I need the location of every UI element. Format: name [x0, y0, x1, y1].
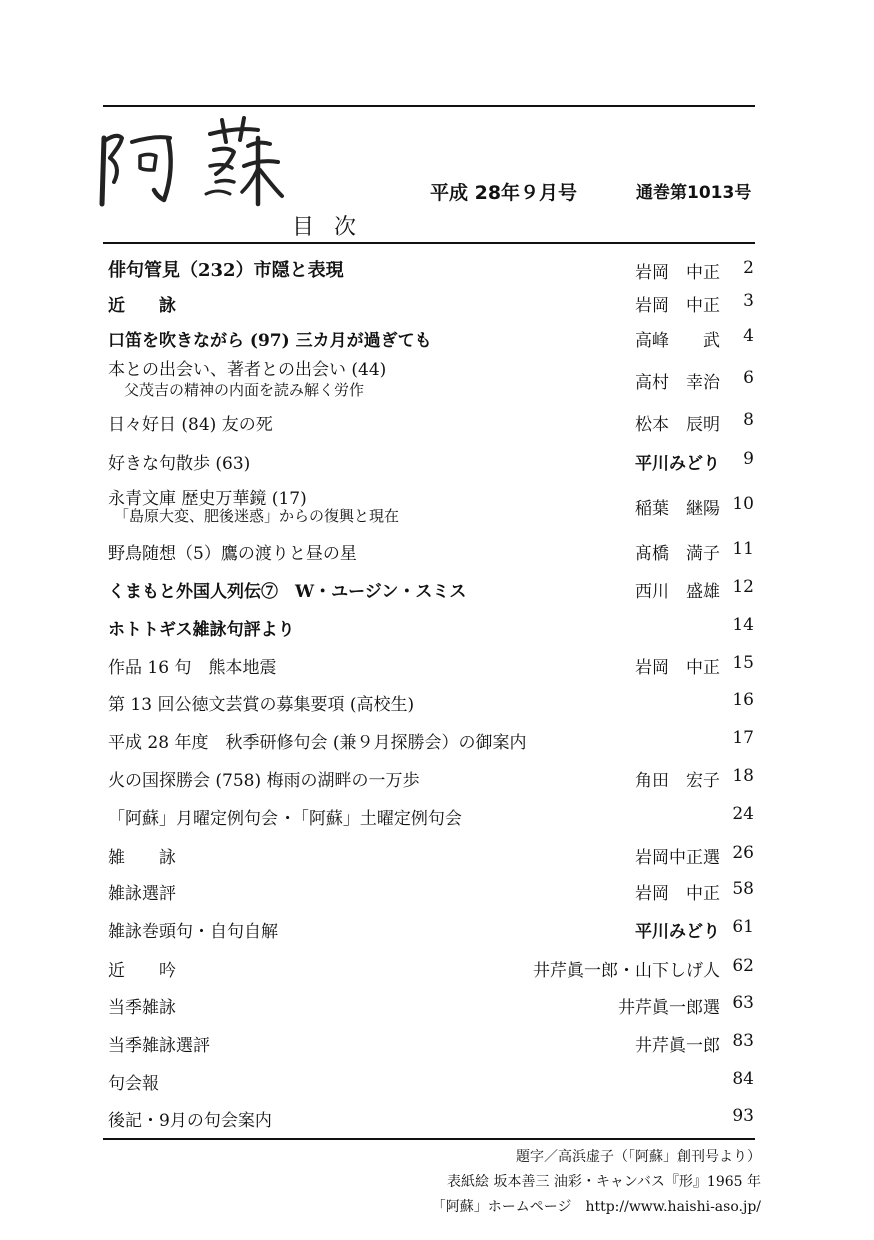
entry-page: 9: [743, 449, 754, 469]
entry-page: 63: [732, 993, 754, 1013]
toc-entry[interactable]: [108, 728, 754, 752]
entry-page: 11: [732, 539, 754, 559]
toc-entry[interactable]: [108, 577, 754, 601]
toc-entry[interactable]: [108, 843, 754, 867]
entry-title: 近 吟: [108, 961, 176, 981]
entry-title: 「阿蘇」月曜定例句会 ･「阿蘇」土曜定例句会: [108, 809, 462, 829]
entry-page: 2: [743, 258, 754, 278]
toc-entry[interactable]: [108, 1069, 754, 1093]
entry-page: 16: [732, 690, 754, 710]
entry-subtitle: 父茂吉の精神の内面を読み解く労作: [124, 381, 365, 399]
entry-page: 12: [732, 577, 754, 597]
entry-title: 雑詠選評: [108, 884, 176, 904]
toc-entry[interactable]: [108, 653, 754, 677]
calligraphy-credit: 題字／高浜虚子（「阿蘇」創刊号より）: [516, 1149, 761, 1165]
entry-author: 井芹眞一郎選: [618, 998, 720, 1018]
entry-author: 角田 宏子: [635, 771, 720, 791]
entry-page: 83: [732, 1031, 754, 1051]
toc-entry[interactable]: [108, 1106, 754, 1130]
entry-author: 稲葉 継陽: [635, 499, 720, 519]
entry-title: 好きな句散歩 (63): [108, 454, 251, 474]
toc-entry[interactable]: [108, 355, 754, 401]
footer-rule: [103, 1138, 755, 1140]
entry-page: 3: [743, 291, 754, 311]
entry-author: 岩岡 中正: [635, 884, 720, 904]
toc-entry[interactable]: [108, 956, 754, 980]
entry-page: 18: [732, 766, 754, 786]
entry-title: 本との出会い、著者との出会い (44): [108, 360, 387, 380]
entry-title: 作品 16 句 熊本地震: [108, 658, 277, 678]
entry-page: 15: [732, 653, 754, 673]
entry-title: 雑 詠: [108, 848, 176, 868]
entry-page: 10: [732, 494, 754, 514]
entry-page: 93: [732, 1106, 754, 1126]
issue-date: 平成 28年９月号: [430, 182, 578, 204]
entry-page: 17: [732, 728, 754, 748]
toc-entry[interactable]: [108, 484, 754, 530]
toc-entry[interactable]: [108, 410, 754, 434]
entry-author: 西川 盛雄: [635, 582, 720, 602]
toc-entry[interactable]: [108, 1031, 754, 1055]
header-rule: [103, 242, 755, 244]
entry-title: 日々好日 (84) 友の死: [108, 415, 273, 435]
aso-calligraphy-logo: [98, 112, 298, 212]
entry-page: 26: [732, 843, 754, 863]
entry-title: 句会報: [108, 1074, 159, 1094]
toc-entry[interactable]: [108, 449, 754, 473]
top-rule: [103, 105, 755, 107]
toc-entry[interactable]: [108, 539, 754, 563]
entry-page: 58: [732, 879, 754, 899]
entry-title: ホトトギス雑詠句評より: [108, 620, 295, 640]
entry-author: 松本 辰明: [635, 415, 720, 435]
entry-title: 口笛を吹きながら (97) 三カ月が過ぎても: [108, 331, 432, 351]
entry-title: 当季雑詠選評: [108, 1036, 210, 1056]
entry-subtitle: 「島原大変、肥後迷惑」からの復興と現在: [114, 507, 400, 525]
entry-title: 永青文庫 歴史万華鏡 (17): [108, 489, 307, 509]
toc-entry[interactable]: [108, 690, 754, 714]
toc-entry[interactable]: [108, 256, 754, 283]
entry-page: 24: [732, 804, 754, 824]
entry-page: 84: [732, 1069, 754, 1089]
cover-art-credit: 表紙絵 坂本善三 油彩・キャンバス『形』1965 年: [447, 1174, 761, 1190]
entry-author: 高峰 武: [635, 331, 720, 351]
entry-author: 井芹眞一郎・山下しげ人: [533, 961, 720, 981]
entry-title: 近 詠: [108, 296, 176, 316]
toc-entry[interactable]: [108, 917, 754, 941]
entry-title: くまもと外国人列伝⑦ W・ユージン・スミス: [108, 582, 467, 602]
entry-title: 後記・9月の句会案内: [108, 1111, 272, 1131]
entry-page: 6: [743, 368, 754, 388]
entry-author: 髙橋 満子: [635, 544, 720, 564]
entry-title: 野鳥随想（5）鷹の渡りと昼の星: [108, 544, 357, 564]
toc-title: 目次: [292, 215, 377, 240]
entry-author: 岩岡中正選: [635, 848, 720, 868]
entry-title: 雑詠巻頭句・自句自解: [108, 922, 278, 942]
entry-author: 岩岡 中正: [635, 658, 720, 678]
toc-entry[interactable]: [108, 291, 754, 315]
volume-number: 通巻第1013号: [636, 183, 752, 203]
entry-title: 第 13 回公徳文芸賞の募集要項 (高校生): [108, 695, 415, 715]
entry-title: 俳句管見（232）市隠と表現: [108, 260, 344, 281]
toc-entry[interactable]: [108, 804, 754, 828]
entry-author: 平川みどり: [635, 922, 720, 942]
entry-title: 平成 28 年度 秋季研修句会 (兼９月探勝会）の御案内: [108, 733, 527, 753]
entry-author: 井芹眞一郎: [635, 1036, 720, 1056]
entry-author: 平川みどり: [635, 454, 720, 474]
entry-author: 高村 幸治: [635, 373, 720, 393]
toc-entry[interactable]: [108, 326, 754, 350]
entry-title: 火の国探勝会 (758) 梅雨の湖畔の一万歩: [108, 771, 420, 791]
entry-page: 8: [743, 410, 754, 430]
toc-entry[interactable]: [108, 879, 754, 903]
entry-author: 岩岡 中正: [635, 263, 720, 283]
homepage-link[interactable]: 「阿蘇」ホームページ http://www.haishi-aso.jp/: [431, 1199, 761, 1215]
entry-author: 岩岡 中正: [635, 296, 720, 316]
entry-title: 当季雑詠: [108, 998, 176, 1018]
entry-page: 62: [732, 956, 754, 976]
entry-page: 14: [732, 615, 754, 635]
toc-entry[interactable]: [108, 615, 754, 639]
entry-page: 61: [732, 917, 754, 937]
toc-entry[interactable]: [108, 993, 754, 1017]
entry-page: 4: [743, 326, 754, 346]
toc-entry[interactable]: [108, 766, 754, 790]
